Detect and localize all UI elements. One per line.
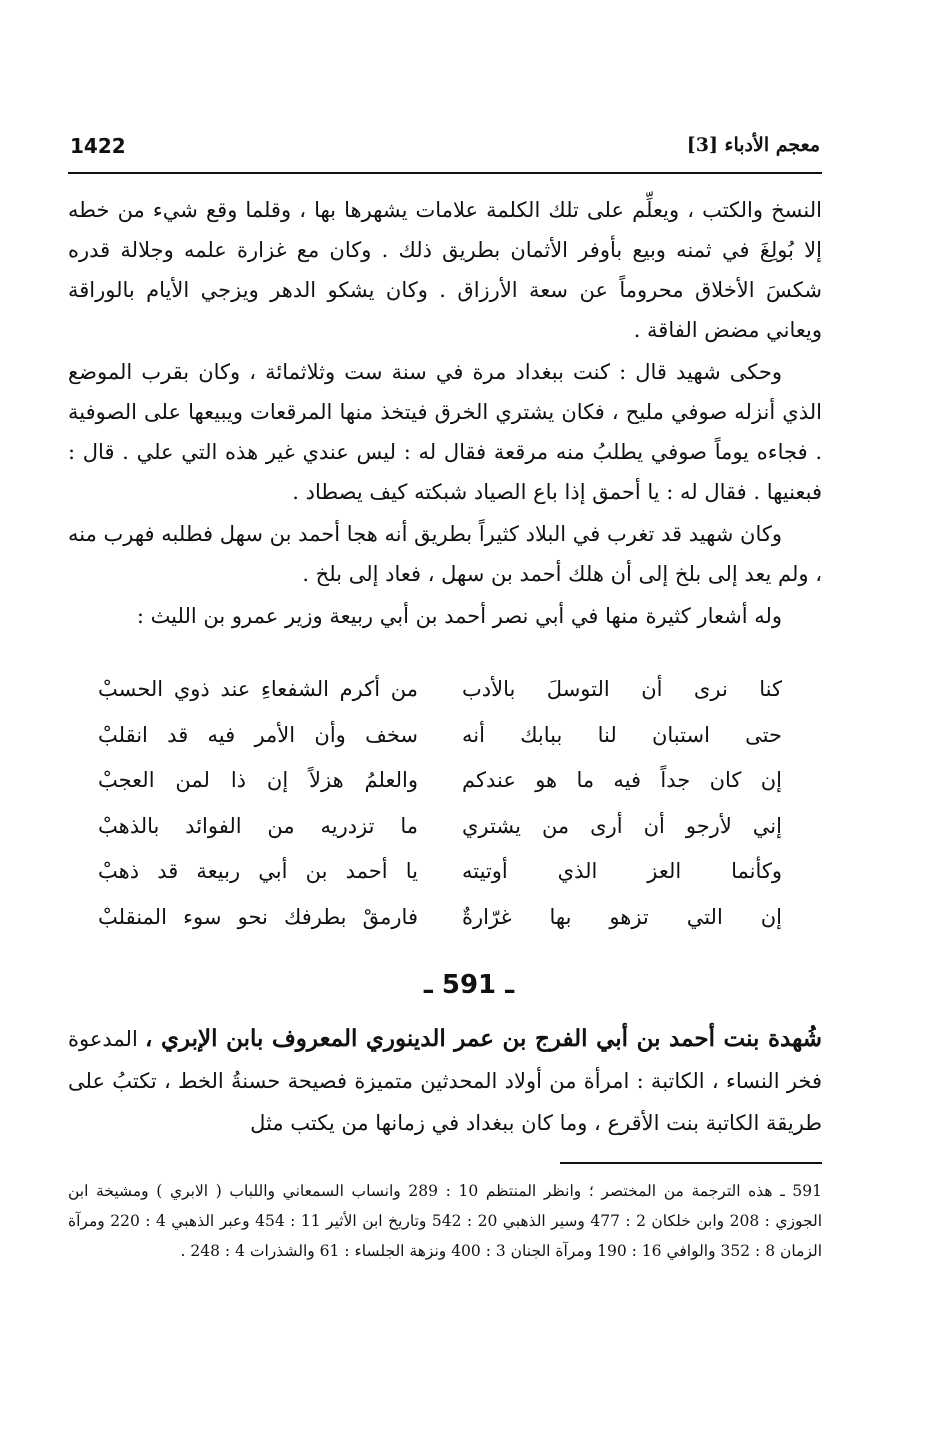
verse bbox=[98, 895, 782, 941]
paragraph-2: وحكى شهيد قال : كنت ببغداد مرة في سنة ست وثلاثمائة ، وكان بقرب الموضع الذي أنزله صوفي مليح ، فكان يشتري الخرق فيتخذ منها المرقعات ويبيعها على الصوفية . فجاءه يوماً صوفي يطلبُ منه مرقعة فقال له : ليس عندي غير هذه التي علي . قال : فبعنيها . فقال له : يا أحمق إذا باع الصياد شبكته كيف يصطاد . bbox=[68, 360, 822, 504]
entry-body: المدعوة فخر النساء ، الكاتبة : امرأة من أولاد المحدثين متميزة فصيحة حسنةُ الخط ، تكتبُ على طريقة الكاتبة بنت الأقرع ، وما كان ببغداد في زمانها من يكتب مثل bbox=[68, 1027, 822, 1135]
poem bbox=[98, 667, 782, 940]
header-rule bbox=[68, 172, 822, 174]
verse-first-half: إني لأرجو أن أرى من يشتري bbox=[462, 813, 782, 838]
entry-text bbox=[68, 1018, 822, 1144]
paragraph-1: النسخ والكتب ، ويعلِّم على تلك الكلمة علامات يشهرها بها ، وقلما وقع شيء من خطه إلا بُولِغَ في ثمنه وبيع بأوفر الأثمان بطريق ذلك . وكان مع غزارة علمه وجلالة قدره شكسَ الأخلاق محروماً عن سعة الأرزاق . وكان يشكو الدهر ويزجي الأيام بالوراقة ويعاني مضض الفاقة . bbox=[68, 198, 822, 342]
verse-first-half: إن التي تزهو بها غرّارةٌ bbox=[462, 904, 782, 929]
footnote bbox=[68, 1176, 822, 1266]
entry-number: ـ 591 ـ bbox=[423, 970, 515, 1000]
verse-second-half: ما تزدريه من الفوائد بالذهبْ bbox=[98, 813, 418, 838]
paragraph-4: وله أشعار كثيرة منها في أبي نصر أحمد بن أبي ربيعة وزير عمرو بن الليث : bbox=[136, 604, 782, 628]
verse-first-half: كنا نرى أن التوسلَ بالأدب bbox=[462, 677, 782, 701]
verse bbox=[98, 667, 782, 713]
book-title: معجم الأدباء [3] bbox=[686, 134, 820, 156]
verse-second-half: سخف وأن الأمر فيه قد انقلبْ bbox=[98, 722, 418, 747]
verse-second-half: والعلمُ هزلاً إن ذا لمن العجبْ bbox=[98, 768, 418, 792]
verse-first-half: وكأنما العز الذي أوتيته bbox=[462, 859, 782, 883]
verse-second-half: من أكرم الشفعاءِ عند ذوي الحسبْ bbox=[98, 677, 418, 701]
footnote-rule bbox=[560, 1162, 822, 1164]
page-number: 1422 bbox=[70, 134, 126, 158]
running-header bbox=[70, 128, 820, 164]
body-text bbox=[68, 190, 822, 638]
verse bbox=[98, 713, 782, 759]
verse bbox=[98, 849, 782, 895]
paragraph-3: وكان شهيد قد تغرب في البلاد كثيراً بطريق أنه هجا أحمد بن سهل فطلبه فهرب منه ، ولم يعد إلى بلخ إلى أن هلك أحمد بن سهل ، فعاد إلى بلخ . bbox=[68, 522, 822, 586]
verse-second-half: فارمقْ بطرفك نحو سوء المنقلبْ bbox=[98, 904, 418, 929]
verse-first-half: حتى استبان لنا ببابك أنه bbox=[462, 722, 782, 747]
verse bbox=[98, 804, 782, 850]
entry-name: شُهدة بنت أحمد بن أبي الفرج بن عمر الدينوري المعروف بابن الإبري ، bbox=[145, 1025, 822, 1052]
verse-second-half: يا أحمد بن أبي ربيعة قد ذهبْ bbox=[98, 859, 418, 883]
verse bbox=[98, 758, 782, 804]
footnote-text: 591 ـ هذه الترجمة من المختصر ؛ وانظر المنتظم 10 : 289 وانساب السمعاني واللباب ( الابري ) ومشيخة ابن الجوزي : 208 وابن خلكان 2 : 477 وسير الذهبي 20 : 542 وتاريخ ابن الأثير 11 : 454 وعبر الذهبي 4 : 220 ومرآة الزمان 8 : 352 والوافي 16 : 190 ومرآة الجنان 3 : 400 ونزهة الجلساء : 61 والشذرات 4 : 248 . bbox=[68, 1182, 822, 1260]
verse-first-half: إن كان جداً فيه ما هو عندكم bbox=[462, 768, 782, 792]
